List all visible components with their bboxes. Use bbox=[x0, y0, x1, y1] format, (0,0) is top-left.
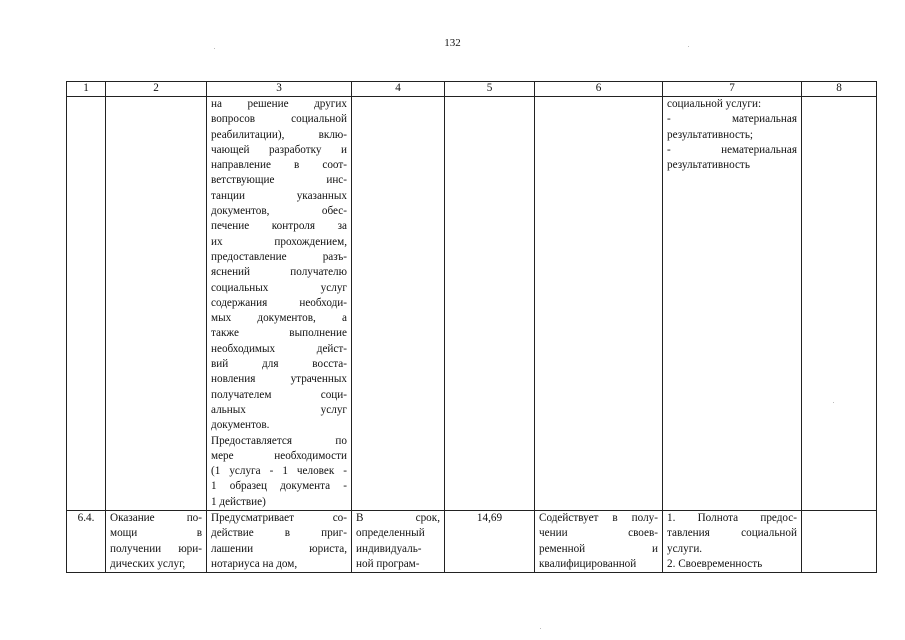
table-row bbox=[67, 511, 877, 573]
row1-col1 bbox=[67, 97, 106, 511]
services-table bbox=[66, 81, 877, 573]
cell-line: 1 образец документа - bbox=[211, 480, 347, 493]
cell-line: - нематериальная bbox=[667, 143, 797, 156]
table-header-row bbox=[67, 82, 877, 97]
cell-line: социальной услуги: bbox=[667, 98, 762, 110]
header-col-8: 8 bbox=[802, 82, 877, 97]
cell-line: чении своев- bbox=[539, 527, 658, 540]
row2-col1-number: 6.4. bbox=[67, 511, 106, 573]
cell-line: направление в соот- bbox=[211, 159, 347, 172]
cell-line: ной програм- bbox=[356, 557, 420, 570]
cell-line: 1 действие) bbox=[211, 495, 266, 508]
row2-col6-result bbox=[535, 511, 663, 573]
header-col-3: 3 bbox=[207, 82, 352, 97]
cell-line: 1. Полнота предос- bbox=[667, 512, 797, 525]
row2-col2-service-name bbox=[106, 511, 207, 573]
row2-col4-term bbox=[352, 511, 445, 573]
cell-line: реабилитации), вклю- bbox=[211, 128, 347, 141]
table-row bbox=[67, 97, 877, 511]
cell-line: содержания необходи- bbox=[211, 296, 347, 309]
cell-line: дических услуг, bbox=[110, 557, 186, 570]
cell-line: необходимых дейст- bbox=[211, 342, 347, 355]
cell-line: предоставление разъ- bbox=[211, 250, 347, 263]
row1-col6 bbox=[535, 97, 663, 511]
cell-line: услуги. bbox=[667, 542, 703, 555]
cell-line: Предусматривает со- bbox=[211, 512, 347, 525]
cell-line: на решение других bbox=[211, 98, 347, 110]
cell-line: мере необходимости bbox=[211, 449, 347, 462]
cell-line: определенный bbox=[356, 527, 425, 540]
header-col-2: 2 bbox=[106, 82, 207, 97]
header-col-1: 1 bbox=[67, 82, 106, 97]
row2-col3-description bbox=[207, 511, 352, 573]
cell-line: ременной и bbox=[539, 542, 658, 555]
row1-col7-indicators bbox=[663, 97, 802, 511]
cell-line: (1 услуга - 1 человек - bbox=[211, 465, 347, 478]
header-col-6: 6 bbox=[535, 82, 663, 97]
cell-line: новления утраченных bbox=[211, 373, 347, 386]
row2-col8 bbox=[802, 511, 877, 573]
cell-line: их прохождением, bbox=[211, 235, 347, 248]
cell-line: также выполнение bbox=[211, 327, 347, 340]
cell-line: результативность bbox=[667, 159, 750, 172]
header-col-7: 7 bbox=[663, 82, 802, 97]
row1-col5 bbox=[445, 97, 535, 511]
cell-line: лашении юриста, bbox=[211, 542, 347, 555]
cell-line: В срок, bbox=[356, 512, 440, 525]
cell-line: тавления социальной bbox=[667, 527, 797, 540]
cell-line: квалифицированной bbox=[539, 557, 637, 570]
cell-line: чающей разработку и bbox=[211, 143, 347, 156]
cell-line: 2. Своевременность bbox=[667, 557, 763, 570]
cell-line: индивидуаль- bbox=[356, 542, 422, 555]
cell-line: социальных услуг bbox=[211, 281, 347, 294]
cell-line: получателем соци- bbox=[211, 388, 347, 401]
row1-col8 bbox=[802, 97, 877, 511]
cell-line: - материальная bbox=[667, 113, 797, 126]
cell-line: вий для восста- bbox=[211, 358, 347, 371]
header-col-5: 5 bbox=[445, 82, 535, 97]
cell-line: вопросов социальной bbox=[211, 113, 347, 126]
cell-line: получении юри- bbox=[110, 542, 202, 555]
row2-col7-indicators bbox=[663, 511, 802, 573]
row1-col3-description bbox=[207, 97, 352, 511]
cell-line: Оказание по- bbox=[110, 512, 202, 525]
cell-line: результативность; bbox=[667, 128, 754, 141]
cell-line: Содействует в полу- bbox=[539, 512, 658, 525]
row2-col5-tariff: 14,69 bbox=[445, 511, 535, 573]
cell-line: документов, обес- bbox=[211, 205, 347, 218]
header-col-4: 4 bbox=[352, 82, 445, 97]
cell-line: печение контроля за bbox=[211, 220, 347, 233]
cell-line: ветствующие инс- bbox=[211, 174, 347, 187]
cell-line: альных услуг bbox=[211, 403, 347, 416]
row1-col4 bbox=[352, 97, 445, 511]
cell-line: действие в приг- bbox=[211, 527, 347, 540]
cell-line: мощи в bbox=[110, 527, 202, 540]
cell-line: документов. bbox=[211, 419, 270, 432]
row1-col2 bbox=[106, 97, 207, 511]
cell-line: Предоставляется по bbox=[211, 434, 347, 447]
cell-line: нотариуса на дом, bbox=[211, 557, 298, 570]
cell-line: танции указанных bbox=[211, 189, 347, 202]
cell-line: яснений получателю bbox=[211, 266, 347, 279]
page-number: 132 bbox=[444, 37, 461, 49]
cell-line: мых документов, а bbox=[211, 312, 347, 325]
